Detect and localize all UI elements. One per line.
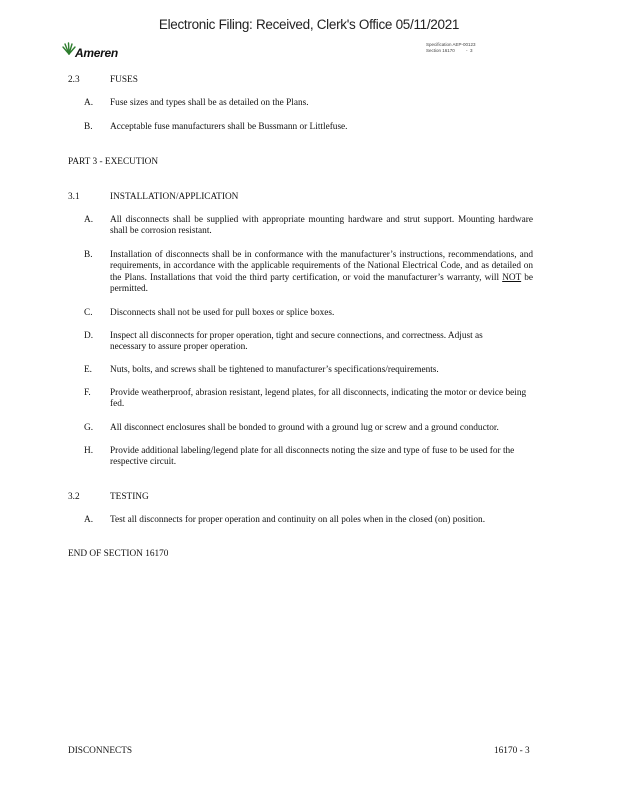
- section-title: FUSES: [110, 75, 138, 85]
- footer-page-number: 16170 - 3: [494, 746, 530, 756]
- item-letter: E.: [84, 365, 93, 375]
- item-letter: G.: [84, 423, 94, 433]
- item-text: Provide weatherproof, abrasion resistant, legend plates, for all disconnects, indicating the motor or device being fed.: [110, 388, 527, 410]
- item-letter: F.: [84, 388, 91, 398]
- end-of-section: END OF SECTION 16170: [68, 549, 169, 559]
- item-letter: B.: [84, 122, 93, 132]
- item-text: Disconnects shall not be used for pull boxes or splice boxes.: [110, 308, 335, 318]
- item-text: Installation of disconnects shall be in conformance with the manufacturer’s instructions, recommendations, and requirements, in accordance with the applicable requirements of the National Electrical Code, and as detailed on the Plans. Installations that void the third party certification, or void the manufacturer’s warranty, will NOT be permitted.: [110, 250, 533, 295]
- filing-stamp: Electronic Filing: Received, Clerk's Office 05/11/2021: [158, 17, 460, 32]
- item-letter: A.: [84, 98, 94, 108]
- item-text: Acceptable fuse manufacturers shall be Bussmann or Littlefuse.: [110, 122, 348, 132]
- part-heading: PART 3 - EXECUTION: [68, 157, 159, 167]
- section-title: TESTING: [110, 492, 149, 502]
- item-letter: D.: [84, 331, 94, 341]
- item-letter: B.: [84, 250, 93, 260]
- sunburst-icon: [62, 42, 76, 56]
- item-letter: H.: [84, 446, 94, 456]
- item-letter: A.: [84, 515, 94, 525]
- item-letter: C.: [84, 308, 93, 318]
- item-text: Provide additional labeling/legend plate for all disconnects noting the size and type of fuse to be used for the respective circuit.: [110, 446, 515, 468]
- footer-left: DISCONNECTS: [68, 746, 133, 756]
- section-number: 3.2: [68, 492, 80, 502]
- logo-wordmark: Ameren: [75, 46, 118, 60]
- item-letter: A.: [84, 215, 94, 225]
- underlined-not: NOT: [502, 272, 522, 283]
- section-number: 3.1: [68, 192, 80, 202]
- section-title: INSTALLATION/APPLICATION: [110, 192, 239, 202]
- item-text: All disconnect enclosures shall be bonded to ground with a ground lug or screw and a ground conductor.: [110, 423, 499, 433]
- item-text: All disconnects shall be supplied with appropriate mounting hardware and strut support. Mounting hardware shall be corrosion resistant.: [110, 215, 533, 237]
- spec-line-1: Specification AEP-00123: [426, 42, 476, 47]
- section-number: 2.3: [68, 75, 80, 85]
- item-text: Test all disconnects for proper operation and continuity on all poles when in the closed (on) position.: [110, 515, 486, 525]
- spec-box: [426, 42, 476, 54]
- item-text: Fuse sizes and types shall be as detailed on the Plans.: [110, 98, 309, 108]
- item-text: Nuts, bolts, and screws shall be tightened to manufacturer’s specifications/requirements.: [110, 365, 439, 375]
- spec-line-2: Section 16170 - 3: [426, 48, 473, 53]
- item-text: Inspect all disconnects for proper operation, tight and secure connections, and correctness. Adjust as necessary to assure proper operation.: [110, 331, 483, 353]
